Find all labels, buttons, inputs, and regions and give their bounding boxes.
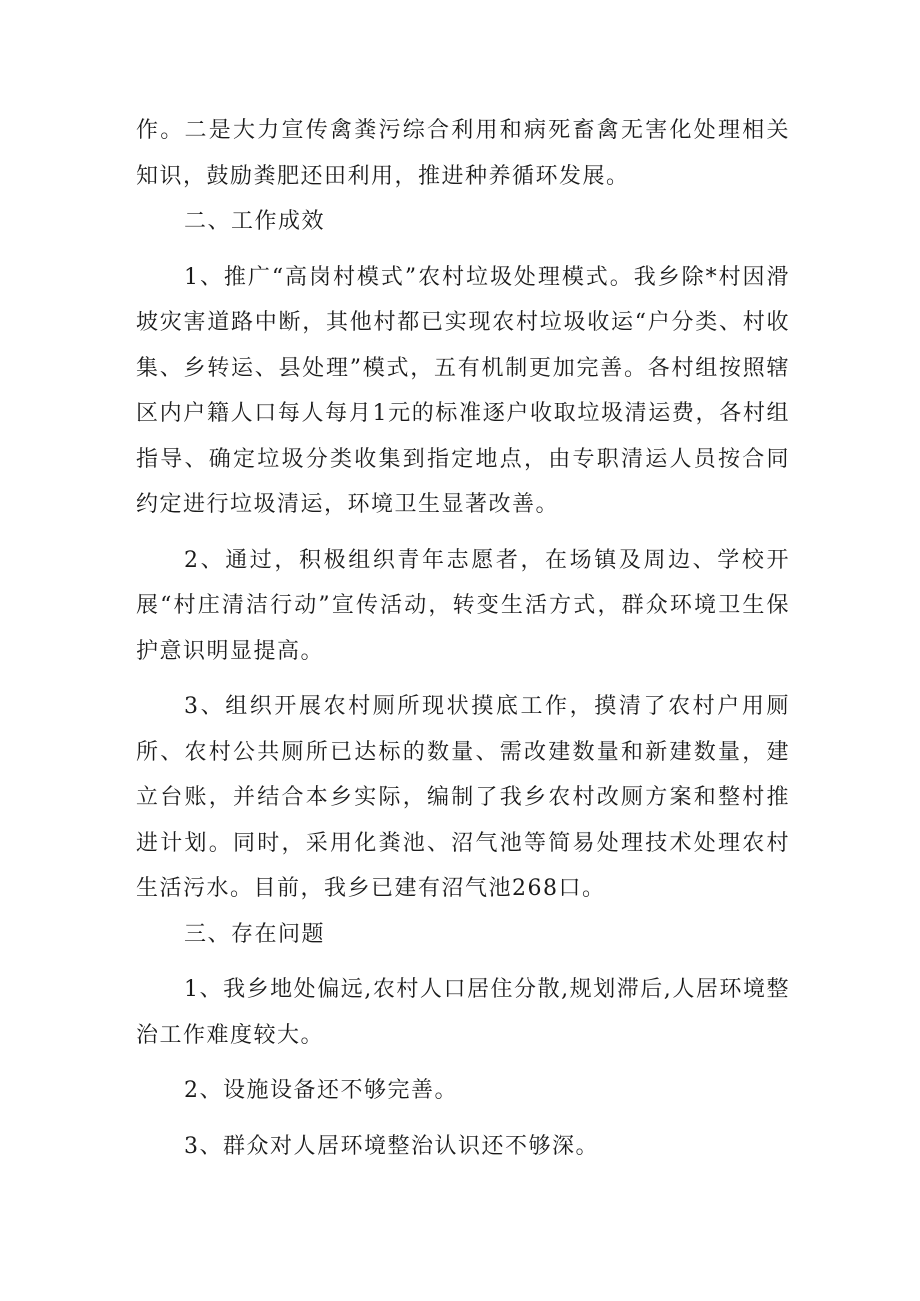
paragraph-problems-3: 3、群众对人居环境整治认识还不够深。 <box>184 1133 599 1159</box>
section-heading-results: 二、工作成效 <box>184 209 326 234</box>
paragraph-problems-2: 2、设施设备还不够完善。 <box>184 1078 458 1103</box>
paragraph-results-2: 2、通过，积极组织青年志愿者，在场镇及周边、学校开展“村庄清洁行动”宣传活动，转变生活方式，群众环境卫生保护意识明显提高。 <box>136 547 790 664</box>
paragraph-continuation: 作。二是大力宣传禽粪污综合利用和病死畜禽无害化处理相关知识，鼓励粪肥还田利用，推进种养循环发展。 <box>136 118 790 189</box>
paragraph-results-3: 3、组织开展农村厕所现状摸底工作，摸清了农村户用厕所、农村公共厕所已达标的数量、需改建数量和新建数量，建立台账，并结合本乡实际，编制了我乡农村改厕方案和整村推进计划。同时，采用化粪池、沼气池等简易处理技术处理农村生活污水。目前，我乡已建有沼气池268口。 <box>136 694 790 901</box>
section-heading-problems: 三、存在问题 <box>184 921 326 947</box>
document-body <box>136 108 790 1169</box>
paragraph-problems-1: 1、我乡地处偏远,农村人口居住分散,规划滞后,人居环境整治工作难度较大。 <box>136 977 790 1048</box>
paragraph-results-1: 1、推广“高岗村模式”农村垃圾处理模式。我乡除*村因滑坡灾害道路中断，其他村都已实现农村垃圾收运“户分类、村收集、乡转运、县处理”模式，五有机制更加完善。各村组按照辖区内户籍人口每人每月1元的标准逐户收取垃圾清运费，各村组指导、确定垃圾分类收集到指定地点，由专职清运人员按合同约定进行垃圾清运，环境卫生显著改善。 <box>136 264 790 517</box>
